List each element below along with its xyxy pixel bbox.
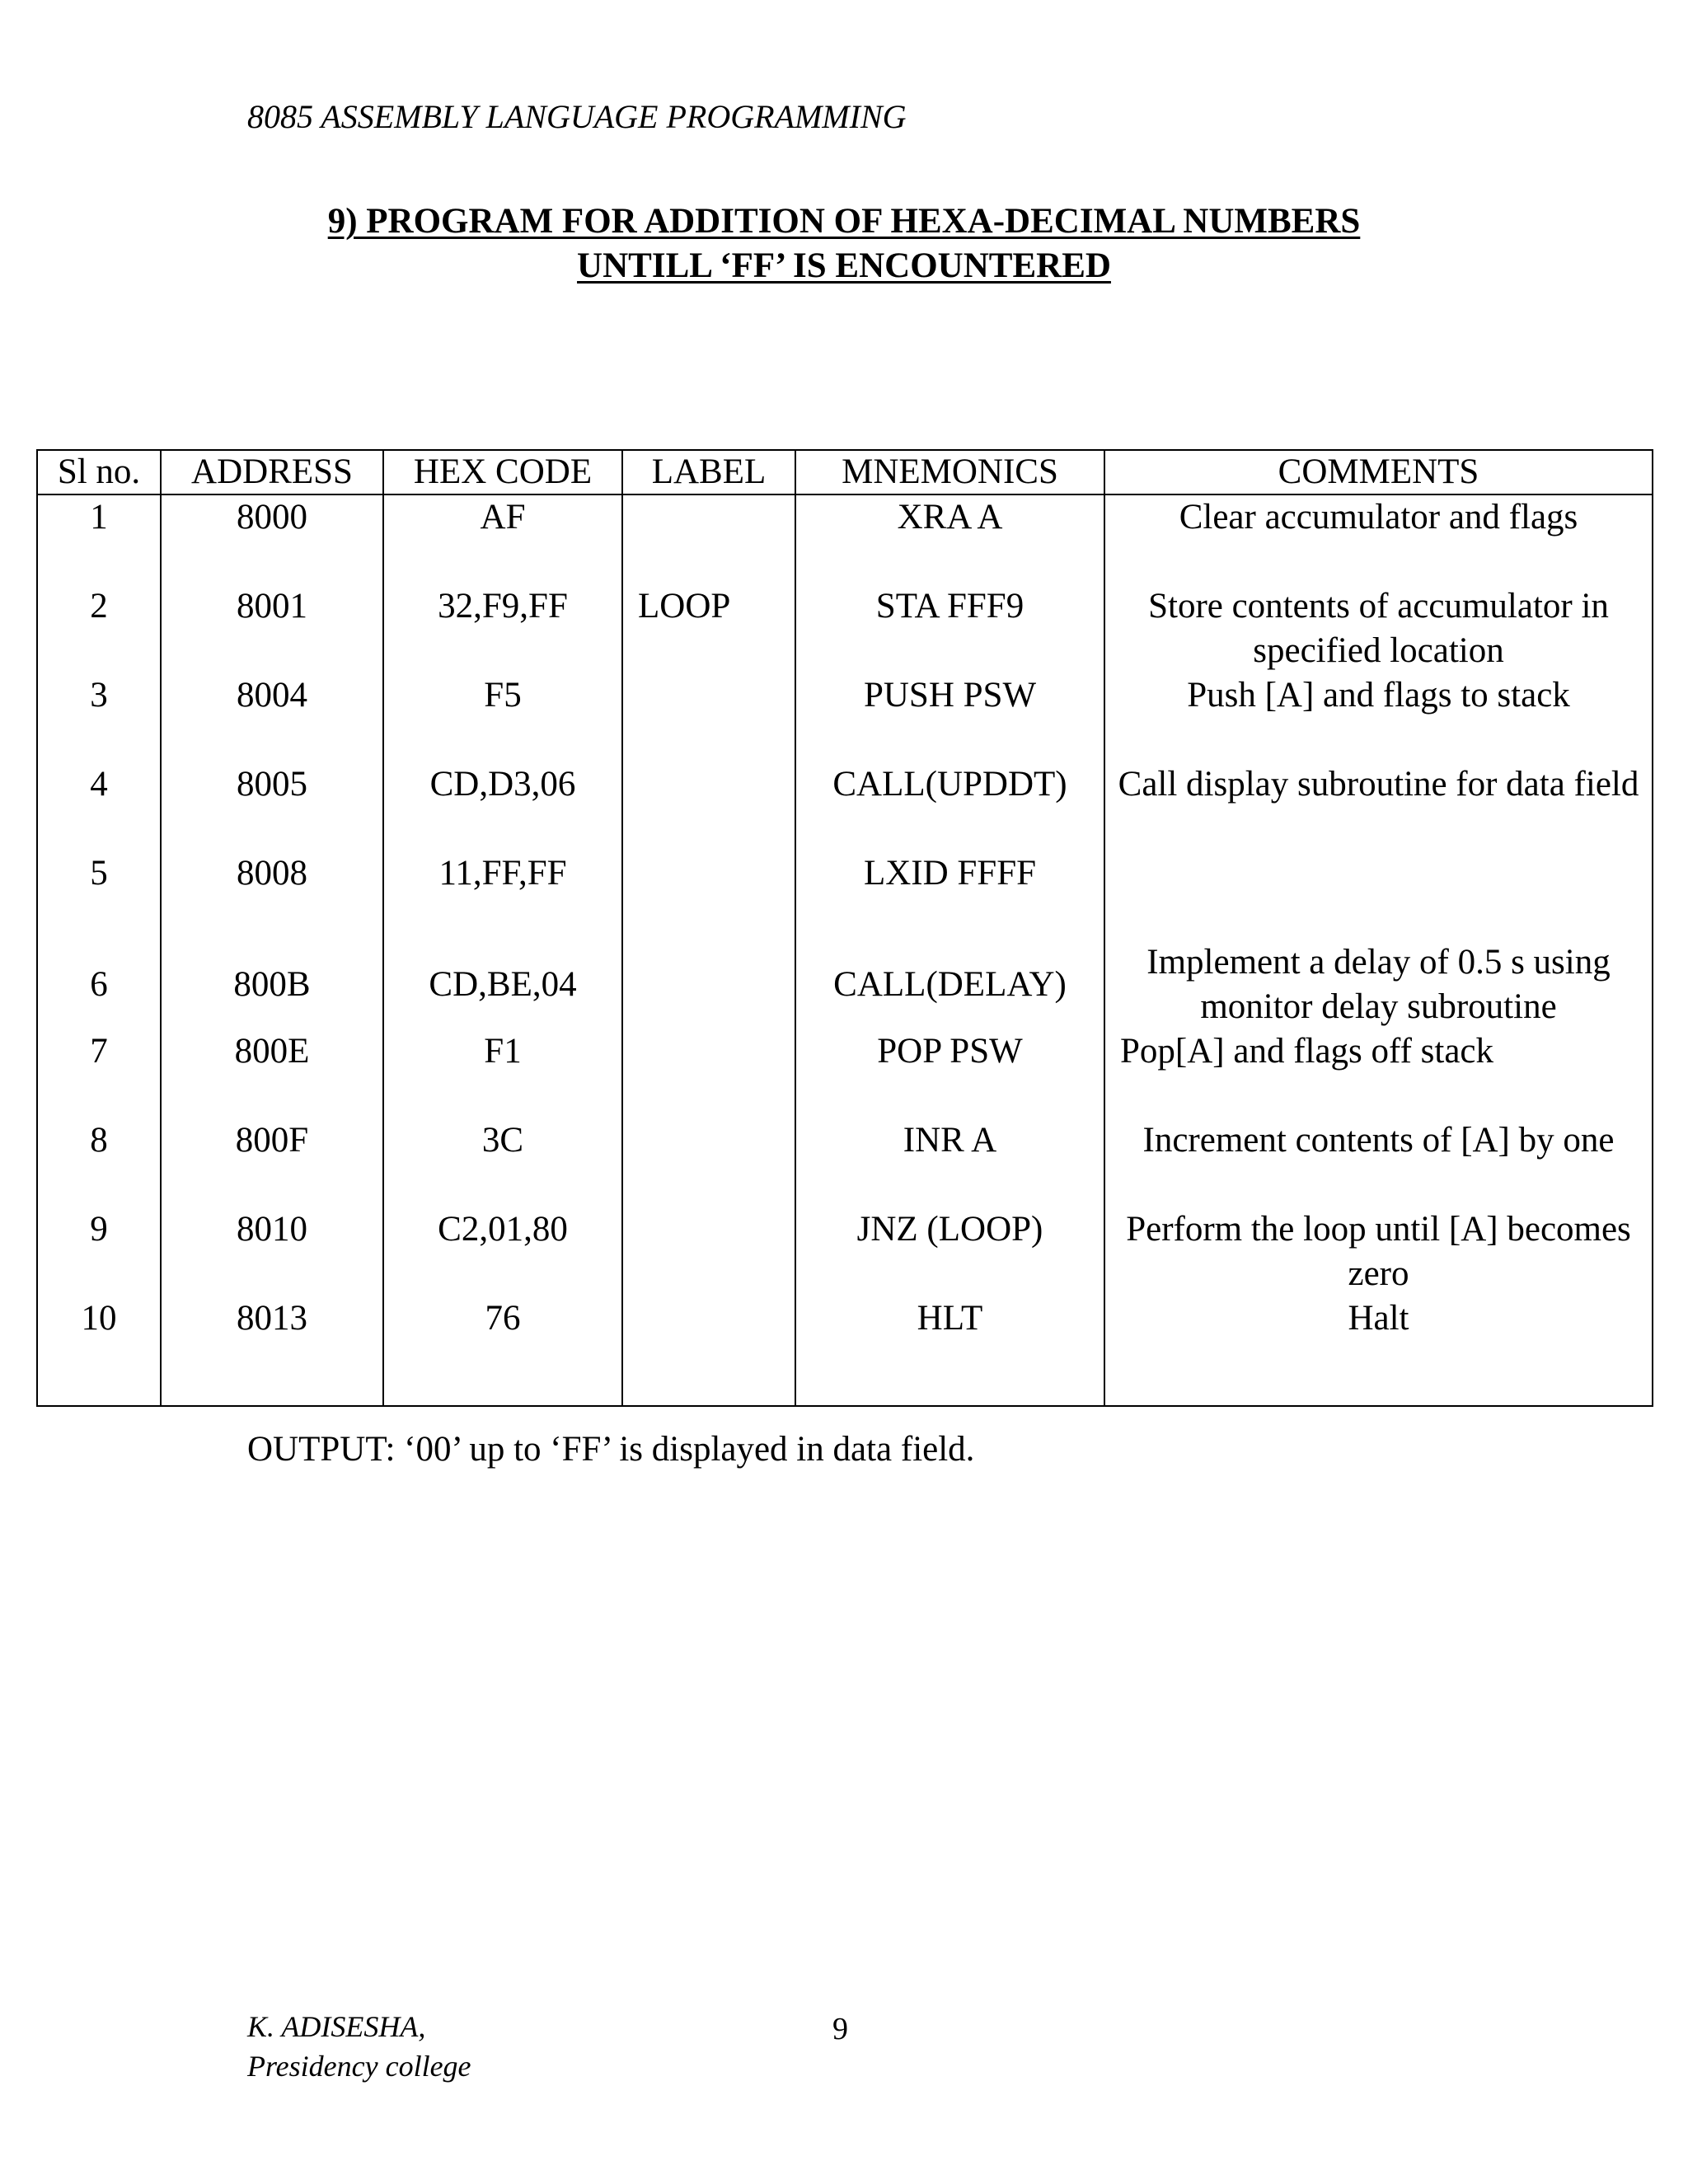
cell-mnemonic: PUSH PSW <box>795 673 1104 762</box>
cell-hex-code: CD,BE,04 <box>383 940 622 1029</box>
table-row <box>37 1207 1653 1296</box>
footer-author-block <box>247 2007 471 2086</box>
cell-address: 8010 <box>161 1207 383 1296</box>
cell-address: 8004 <box>161 673 383 762</box>
cell-hex-code: C2,01,80 <box>383 1207 622 1296</box>
cell-comment: Store contents of accumulator in specified location <box>1104 584 1653 673</box>
cell-label <box>622 1029 795 1118</box>
cell-hex-code: CD,D3,06 <box>383 762 622 851</box>
cell-address: 8008 <box>161 851 383 940</box>
cell-comment: Implement a delay of 0.5 s using monitor delay subroutine <box>1104 940 1653 1029</box>
cell-comment: Pop[A] and flags off stack <box>1104 1029 1653 1118</box>
cell-label <box>622 1296 795 1406</box>
table-row <box>37 673 1653 762</box>
cell-mnemonic: LXID FFFF <box>795 851 1104 940</box>
cell-comment: Call display subroutine for data field <box>1104 762 1653 851</box>
cell-label <box>622 940 795 1029</box>
footer-institution: Presidency college <box>247 2050 471 2083</box>
column-header-sl-no: Sl no. <box>37 450 161 494</box>
table-row <box>37 940 1653 1029</box>
table-row <box>37 494 1653 584</box>
cell-address: 8005 <box>161 762 383 851</box>
title-line-2: UNTILL ‘FF’ IS ENCOUNTERED <box>577 246 1111 285</box>
cell-mnemonic: STA FFF9 <box>795 584 1104 673</box>
cell-hex-code: 3C <box>383 1118 622 1207</box>
running-header: 8085 ASSEMBLY LANGUAGE PROGRAMMING <box>247 98 907 135</box>
footer-author-name: K. ADISESHA, <box>247 2010 426 2043</box>
cell-mnemonic: CALL(UPDDT) <box>795 762 1104 851</box>
column-header-hex-code: HEX CODE <box>383 450 622 494</box>
cell-sl-no: 10 <box>37 1296 161 1406</box>
cell-comment <box>1104 851 1653 940</box>
cell-sl-no: 9 <box>37 1207 161 1296</box>
cell-hex-code: F1 <box>383 1029 622 1118</box>
title-line-1: 9) PROGRAM FOR ADDITION OF HEXA-DECIMAL NUMBERS <box>327 202 1361 241</box>
cell-label <box>622 1207 795 1296</box>
page-number: 9 <box>832 2012 848 2046</box>
cell-mnemonic: POP PSW <box>795 1029 1104 1118</box>
page-title <box>0 199 1688 288</box>
column-header-address: ADDRESS <box>161 450 383 494</box>
cell-hex-code: 76 <box>383 1296 622 1406</box>
cell-mnemonic: HLT <box>795 1296 1104 1406</box>
cell-hex-code: 11,FF,FF <box>383 851 622 940</box>
cell-label <box>622 494 795 584</box>
cell-address: 8000 <box>161 494 383 584</box>
cell-comment: Increment contents of [A] by one <box>1104 1118 1653 1207</box>
column-header-label: LABEL <box>622 450 795 494</box>
table-row <box>37 1029 1653 1118</box>
table-header-row <box>37 450 1653 494</box>
cell-comment: Halt <box>1104 1296 1653 1406</box>
cell-hex-code: 32,F9,FF <box>383 584 622 673</box>
cell-sl-no: 4 <box>37 762 161 851</box>
cell-comment: Push [A] and flags to stack <box>1104 673 1653 762</box>
column-header-mnemonics: MNEMONICS <box>795 450 1104 494</box>
table-row <box>37 851 1653 940</box>
program-table <box>36 449 1653 1407</box>
cell-sl-no: 5 <box>37 851 161 940</box>
cell-address: 8001 <box>161 584 383 673</box>
cell-address: 800F <box>161 1118 383 1207</box>
cell-comment: Perform the loop until [A] becomes zero <box>1104 1207 1653 1296</box>
cell-label <box>622 851 795 940</box>
cell-mnemonic: CALL(DELAY) <box>795 940 1104 1029</box>
cell-sl-no: 3 <box>37 673 161 762</box>
column-header-comments: COMMENTS <box>1104 450 1653 494</box>
cell-hex-code: AF <box>383 494 622 584</box>
table-row <box>37 584 1653 673</box>
cell-address: 8013 <box>161 1296 383 1406</box>
table-row <box>37 762 1653 851</box>
cell-hex-code: F5 <box>383 673 622 762</box>
cell-address: 800E <box>161 1029 383 1118</box>
cell-sl-no: 7 <box>37 1029 161 1118</box>
cell-label: LOOP <box>622 584 795 673</box>
cell-mnemonic: INR A <box>795 1118 1104 1207</box>
cell-sl-no: 2 <box>37 584 161 673</box>
cell-comment: Clear accumulator and flags <box>1104 494 1653 584</box>
cell-mnemonic: JNZ (LOOP) <box>795 1207 1104 1296</box>
table-row <box>37 1118 1653 1207</box>
cell-label <box>622 762 795 851</box>
cell-label <box>622 1118 795 1207</box>
cell-mnemonic: XRA A <box>795 494 1104 584</box>
cell-sl-no: 8 <box>37 1118 161 1207</box>
output-statement: OUTPUT: ‘00’ up to ‘FF’ is displayed in data field. <box>247 1430 975 1469</box>
cell-sl-no: 6 <box>37 940 161 1029</box>
cell-address: 800B <box>161 940 383 1029</box>
table-row <box>37 1296 1653 1406</box>
cell-label <box>622 673 795 762</box>
cell-sl-no: 1 <box>37 494 161 584</box>
